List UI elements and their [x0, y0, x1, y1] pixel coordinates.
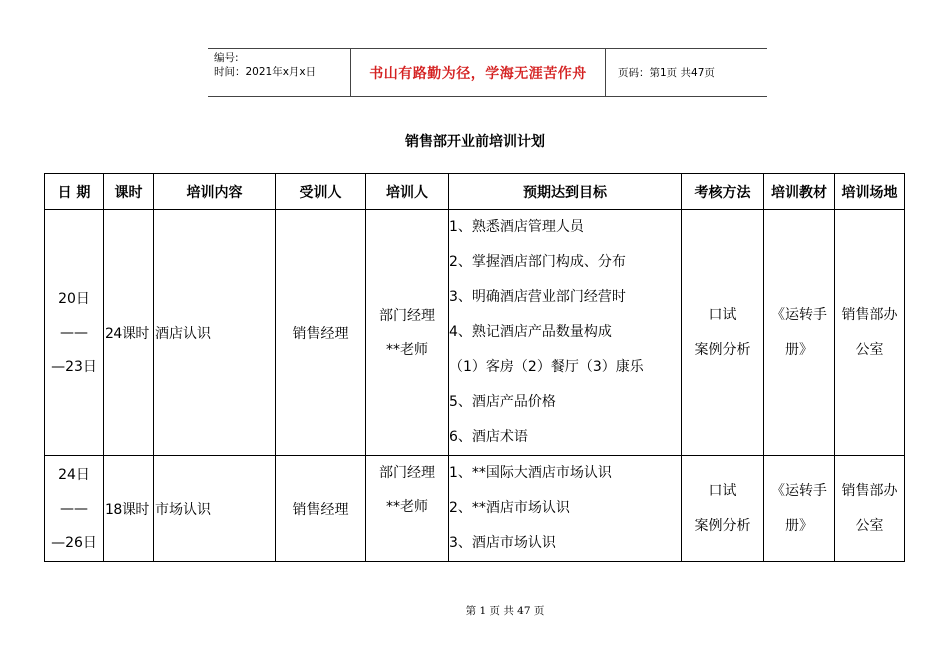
date-line: 20日—— — [58, 290, 90, 341]
material-line: 册》 — [785, 341, 813, 358]
trainer-cell — [366, 456, 449, 562]
venue-cell — [835, 210, 905, 456]
material-line: 《运转手 — [771, 306, 827, 323]
venue-line: 公室 — [855, 517, 884, 534]
date-line: —26日 — [51, 534, 97, 551]
material-cell — [764, 456, 835, 562]
trainee-cell: 销售经理 — [276, 210, 366, 456]
trainer-cell — [366, 210, 449, 456]
header-motto: 书山有路勤为径，学海无涯苦作舟 — [351, 49, 606, 96]
goals-cell — [449, 210, 682, 456]
content-cell: 市场认识 — [154, 456, 276, 562]
trainer-line: 部门经理 — [379, 307, 435, 324]
goal-item: 4、熟记酒店产品数量构成 — [449, 324, 612, 340]
goal-item: 3、酒店市场认识 — [449, 535, 556, 551]
col-header-goals: 预期达到目标 — [449, 174, 682, 210]
assessment-cell — [682, 210, 764, 456]
venue-line: 销售部办 — [841, 306, 898, 323]
trainer-line: **老师 — [386, 499, 428, 515]
trainee-cell: 销售经理 — [276, 456, 366, 562]
trainer-line: 部门经理 — [379, 465, 435, 481]
table-row — [45, 210, 905, 456]
document-title: 销售部开业前培训计划 — [405, 134, 545, 150]
assessment-line: 口试 — [708, 306, 737, 323]
col-header-venue: 培训场地 — [835, 174, 905, 210]
col-header-date: 日 期 — [45, 174, 104, 210]
number-label: 编号: — [214, 52, 239, 64]
col-header-hours: 课时 — [104, 174, 154, 210]
assessment-cell — [682, 456, 764, 562]
venue-line: 销售部办 — [841, 482, 898, 499]
training-plan-table — [44, 173, 905, 562]
document-header — [208, 48, 767, 97]
goals-cell — [449, 456, 682, 562]
goal-item: 6、酒店术语 — [449, 429, 528, 445]
goal-item: 5、酒店产品价格 — [449, 394, 556, 410]
goal-item: 2、掌握酒店部门构成、分布 — [449, 254, 626, 270]
table-row — [45, 456, 905, 562]
page-footer: 第 1 页 共 47 页 — [465, 605, 545, 617]
col-header-trainee: 受训人 — [276, 174, 366, 210]
header-meta — [208, 49, 351, 96]
goal-item: （1）客房（2）餐厅（3）康乐 — [449, 359, 644, 375]
header-page-info: 页码：第1页 共47页 — [618, 67, 715, 79]
goal-item: 1、熟悉酒店管理人员 — [449, 219, 584, 235]
assessment-line: 口试 — [708, 482, 737, 499]
col-header-material: 培训教材 — [764, 174, 835, 210]
venue-cell — [835, 456, 905, 562]
goal-item: 2、**酒店市场认识 — [449, 500, 570, 516]
date-line: 24日—— — [58, 466, 90, 517]
goal-item: 3、明确酒店营业部门经营时 — [449, 289, 626, 305]
date-cell — [45, 210, 104, 456]
material-line: 册》 — [785, 517, 813, 534]
date-line: —23日 — [51, 358, 97, 375]
col-header-assessment: 考核方法 — [682, 174, 764, 210]
col-header-content: 培训内容 — [154, 174, 276, 210]
assessment-line: 案例分析 — [694, 341, 751, 358]
table-header-row — [45, 174, 905, 210]
content-cell: 酒店认识 — [154, 210, 276, 456]
venue-line: 公室 — [855, 341, 884, 358]
assessment-line: 案例分析 — [694, 517, 751, 534]
time-label: 时间：2021年x月x日 — [214, 66, 317, 78]
goal-item: 1、**国际大酒店市场认识 — [449, 465, 612, 481]
trainer-line: **老师 — [386, 341, 428, 358]
material-line: 《运转手 — [771, 482, 827, 499]
material-cell — [764, 210, 835, 456]
hours-cell: 18课时 — [104, 456, 154, 562]
date-cell — [45, 456, 104, 562]
col-header-trainer: 培训人 — [366, 174, 449, 210]
hours-cell: 24课时 — [104, 210, 154, 456]
